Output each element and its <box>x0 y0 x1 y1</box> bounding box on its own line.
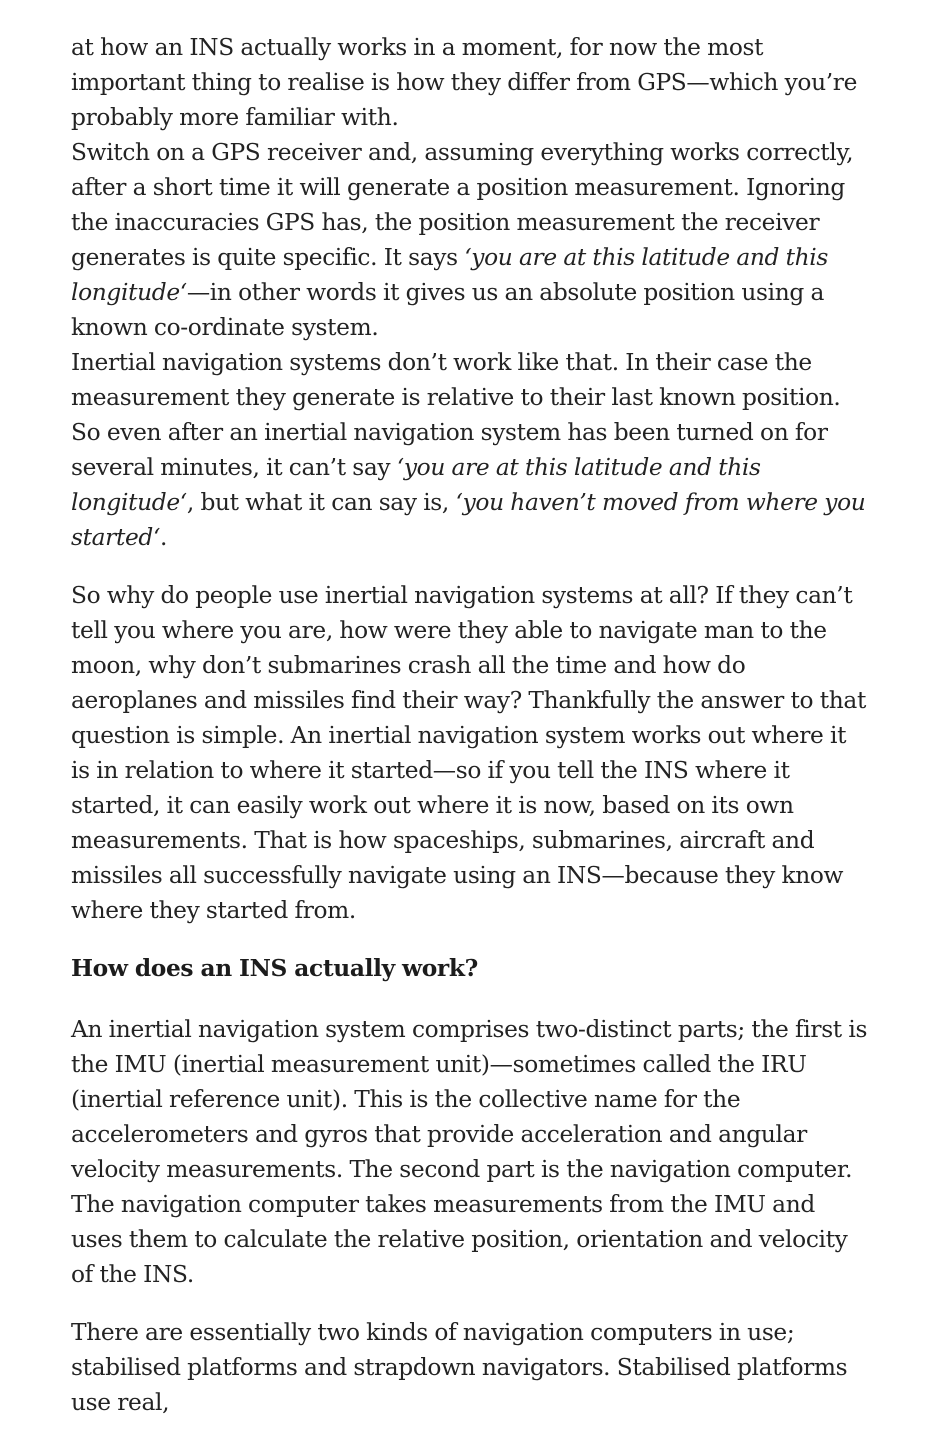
paragraph-why-use-ins: So why do people use inertial navigation systems at all? If they can’t tell you where you are, how were they able to navigate man to the moon, why don’t submarines crash all the time and how do aeroplanes and missiles find their way? Thankfully the answer to that question is simple. An inertial navigation system works out where it is in relation to where it started—so if you tell the INS where it started, it can easily work out where it is now, based on its own measurements. That is how spaceships, submarines, aircraft and missiles all successfully navigate using an INS—because they know where they started from. <box>71 582 866 924</box>
paragraph-inertial-relative <box>71 345 871 555</box>
paragraph-gps-difference: at how an INS actually works in a moment, for now the most important thing to realise is how they differ from GPS—which you’re probably more familiar with. <box>71 34 858 131</box>
paragraph-text: Switch on a GPS receiver and, assuming everything works correctly, after a short time it will generate a position measurement. Ignoring the inaccuracies GPS has, the position measurement the receiver generates is quite specific. It says <box>71 139 854 271</box>
section-heading: How does an INS actually work? <box>71 955 478 982</box>
quote-not-moved: ‘you haven’t moved from where you started‘ <box>71 489 866 551</box>
paragraph-navigation-computers: There are essentially two kinds of navigation computers in use; stabilised platforms and strapdown navigators. Stabilised platforms use real, <box>71 1319 848 1416</box>
paragraph-ins-parts: An inertial navigation system comprises two-distinct parts; the first is the IMU (inertial measurement unit)—sometimes called the IRU (inertial reference unit). This is the collective name for the accelerometers and gyros that provide acceleration and angular velocity measurements. The second part is the navigation computer. The navigation computer takes measurements from the IMU and uses them to calculate the relative position, orientation and velocity of the INS. <box>71 1016 868 1288</box>
article-body <box>71 30 871 1443</box>
paragraph-text: —in other words it gives us an absolute position using a known co-ordinate system. <box>71 279 825 341</box>
quote-latitude-longitude: ‘you are at this latitude and this longitude‘ <box>71 244 829 306</box>
paragraph-text: , but what it can say is, <box>186 489 456 516</box>
paragraph-text: . <box>160 524 168 551</box>
paragraph-text: Inertial navigation systems don’t work like that. In their case the measurement they generate is relative to their last known position. So even after an inertial navigation system has been turned on for several minutes, it can’t say <box>71 349 841 481</box>
quote-latitude-longitude: ‘you are at this latitude and this longitude‘ <box>71 454 761 516</box>
paragraph-gps-receiver <box>71 135 871 345</box>
